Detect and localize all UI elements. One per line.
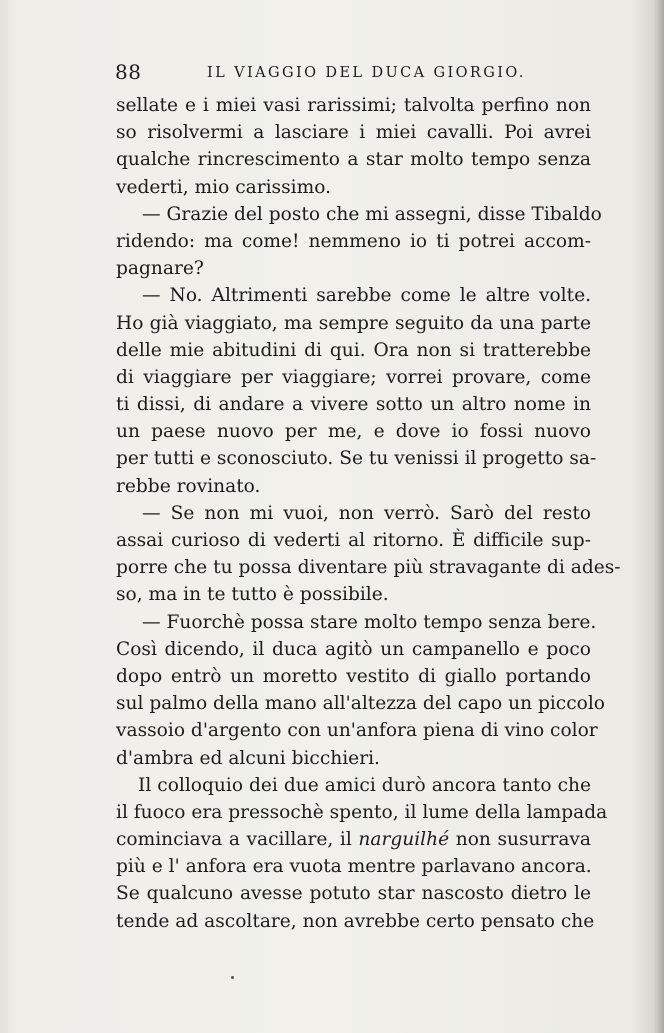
text-line: sul palmo della mano all'altezza del capo un piccolo [116, 693, 605, 715]
text-line: so risolvermi a lasciare i miei cavalli. Poi avrei [116, 122, 591, 144]
text-line: di viaggiare per viaggiare; vorrei provare, come [116, 366, 591, 388]
text-line: più e l' anfora era vuota mentre parlavano ancora. [116, 856, 592, 878]
running-head: IL VIAGGIO DEL DUCA GIORGIO. [207, 65, 526, 81]
text-line: qualche rincrescimento a star molto tempo senza [116, 149, 591, 171]
text-line: pagnare? [116, 258, 204, 280]
text-line: — Fuorchè possa stare molto tempo senza bere. [142, 611, 597, 633]
text-line: porre che tu possa diventare più stravagante di ades- [116, 557, 621, 579]
text-line: cominciava a vacillare, il narguilhé non susurrava [116, 829, 591, 851]
text-line: delle mie abitudini di qui. Ora non si tratterebbe [116, 339, 591, 361]
text-line: dopo entrò un moretto vestito di giallo portando [116, 665, 591, 687]
text-line: per tutti e sconosciuto. Se tu venissi il progetto sa- [116, 448, 597, 470]
text-line: d'ambra ed alcuni bicchieri. [116, 747, 380, 769]
body-text [116, 92, 621, 935]
text-line: Ho già viaggiato, ma sempre seguito da una parte [116, 312, 591, 334]
ink-speck [231, 976, 234, 979]
italic-word: narguilhé [358, 829, 450, 851]
text-line: tende ad ascoltare, non avrebbe certo pensato che [116, 910, 595, 932]
text-line: so, ma in te tutto è possibile. [116, 584, 389, 606]
text-line: un paese nuovo per me, e dove io fossi nuovo [116, 421, 591, 443]
text-line: — No. Altrimenti sarebbe come le altre volte. [142, 285, 591, 307]
text-line: vederti, mio carissimo. [116, 176, 331, 198]
page-number: 88 [115, 60, 142, 84]
text-line: — Se non mi vuoi, non verrò. Sarò del resto [142, 502, 591, 524]
text-line: il fuoco era pressochè spento, il lume della lampada [116, 801, 608, 823]
text-line: Il colloquio dei due amici durò ancora tanto che [138, 774, 591, 796]
text-line: — Grazie del posto che mi assegni, disse Tibaldo [142, 203, 602, 225]
page-edge-shadow [654, 0, 664, 1033]
text-line: ti dissi, di andare a vivere sotto un altro nome in [116, 394, 591, 416]
text-line: rebbe rovinato. [116, 475, 261, 497]
text-line: assai curioso di vederti al ritorno. È difficile sup- [116, 530, 591, 551]
text-line: Se qualcuno avesse potuto star nascosto dietro le [116, 883, 591, 905]
text-line: ridendo: ma come! nemmeno io ti potrei accom- [116, 230, 591, 252]
text-line: Così dicendo, il duca agitò un campanello e poco [116, 638, 591, 660]
page-header [115, 60, 591, 84]
text-line: sellate e i miei vasi rarissimi; talvolta perfino non [116, 95, 591, 116]
text-line: vassoio d'argento con un'anfora piena di vino color [116, 720, 598, 742]
